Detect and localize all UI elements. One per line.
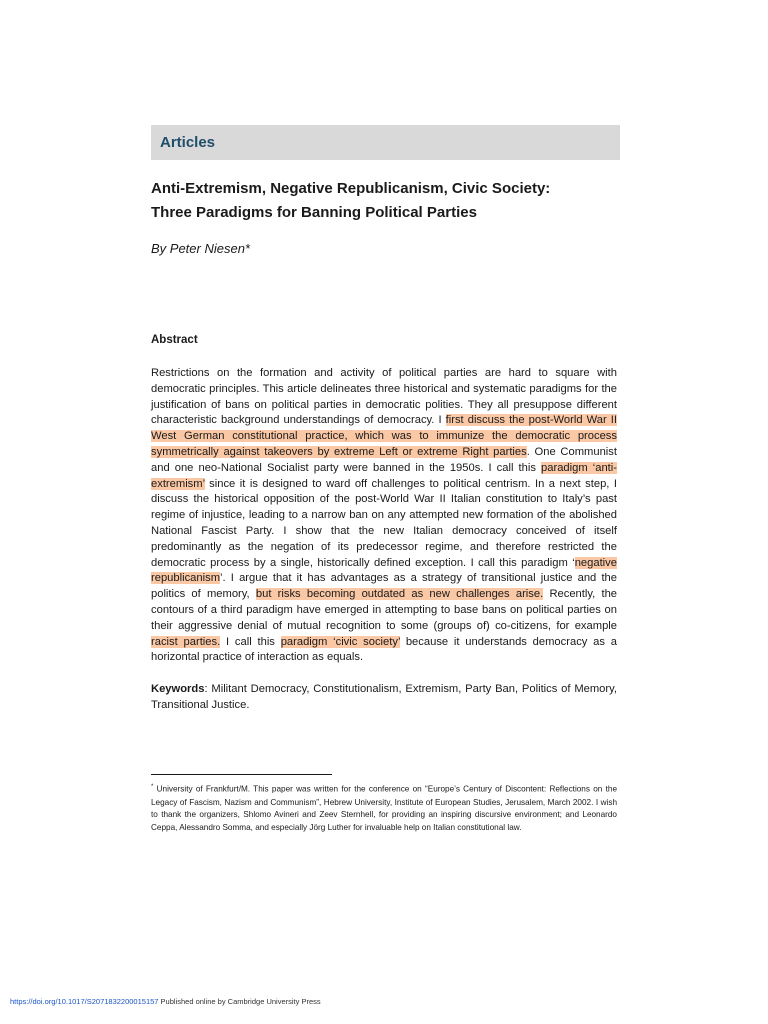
keywords-label: Keywords [151, 683, 205, 695]
publication-footer [10, 997, 321, 1006]
keywords [151, 682, 617, 714]
abstract-heading: Abstract [151, 334, 198, 346]
section-label: Articles [160, 134, 216, 151]
abstract-text-segment: I call this [220, 635, 281, 648]
section-header [151, 125, 620, 160]
abstract-text-segment: ’. I argue that it has advantages as a strategy of transitional justice and the politics of memory, [151, 572, 617, 601]
highlighted-text: paradigm ‘anti-extremism’ [151, 461, 617, 490]
footnote-marker: * [151, 784, 154, 790]
published-note: Published online by Cambridge University Press [158, 997, 321, 1006]
footnote [151, 781, 617, 835]
title-line-1: Anti-Extremism, Negative Republicanism, Civic Society: [151, 180, 551, 197]
highlighted-text: negative republicanism [151, 556, 617, 585]
abstract-text-segment: Restrictions on the formation and activity of political parties are hard to square with democratic principles. This article delineates three historical and systematic paradigms for the justification of bans on political parties in democratic polities. They all presuppose different characteristic background understandings of democracy. I [151, 367, 617, 427]
keywords-text: : Militant Democracy, Constitutionalism, Extremism, Party Ban, Politics of Memory, Transitional Justice. [151, 683, 617, 711]
footnote-text: University of Frankfurt/M. This paper was written for the conference on “Europe’s Century of Discontent: Reflections on the Legacy of Fascism, Nazism and Communism”, Hebrew University, Institute of European Studies, Jerusalem, March 2002. I wish to thank the organizers, Shlomo Avineri and Zeev Sternhell, for providing an inspiring discursive environment; and Leonardo Ceppa, Alessandro Somma, and especially Jörg Luther for invaluable help on Italian constitutional law. [151, 784, 617, 833]
highlighted-text: paradigm ‘civic society’ [280, 635, 401, 648]
highlighted-text: first discuss the post-World War II West German constitutional practice, which was to immunize the democratic process symmetrically against takeovers by extreme Left or extreme Right parties [151, 414, 617, 458]
article-title [151, 177, 621, 225]
abstract-text-segment: because it understands democracy as a horizontal practice of interaction as equals. [151, 635, 618, 664]
doi-link[interactable]: https://doi.org/10.1017/S2071832200015157 [10, 997, 159, 1006]
author-byline: By Peter Niesen* [151, 241, 250, 256]
abstract-text-segment: . One Communist and one neo-National Socialist party were banned in the 1950s. I call this [151, 445, 617, 474]
footnote-divider [151, 774, 332, 775]
highlighted-text: but risks becoming outdated as new challenges arise. [255, 588, 544, 601]
title-line-2: Three Paradigms for Banning Political Parties [151, 204, 477, 221]
abstract-text-segment: Recently, the contours of a third paradigm have emerged in attempting to base bans on political parties on their aggressive denial of mutual recognition to some (groups of) co-citizens, for example [151, 588, 618, 632]
abstract-body [151, 366, 617, 666]
highlighted-text: racist parties. [151, 635, 221, 648]
abstract-text-segment: since it is designed to ward off challenges to political centrism. In a next step, I discuss the historical opposition of the post-World War II Italian constitution to Italy’s past regime of injustice, leading to a narrow ban on any attempted new formation of the abolished National Fascist Party. I show that the new Italian democracy conceived of itself predominantly as the negation of its predecessor regime, and therefore restricted the democratic process by a single, historically defined exception. I call this paradigm ‘ [151, 477, 617, 569]
